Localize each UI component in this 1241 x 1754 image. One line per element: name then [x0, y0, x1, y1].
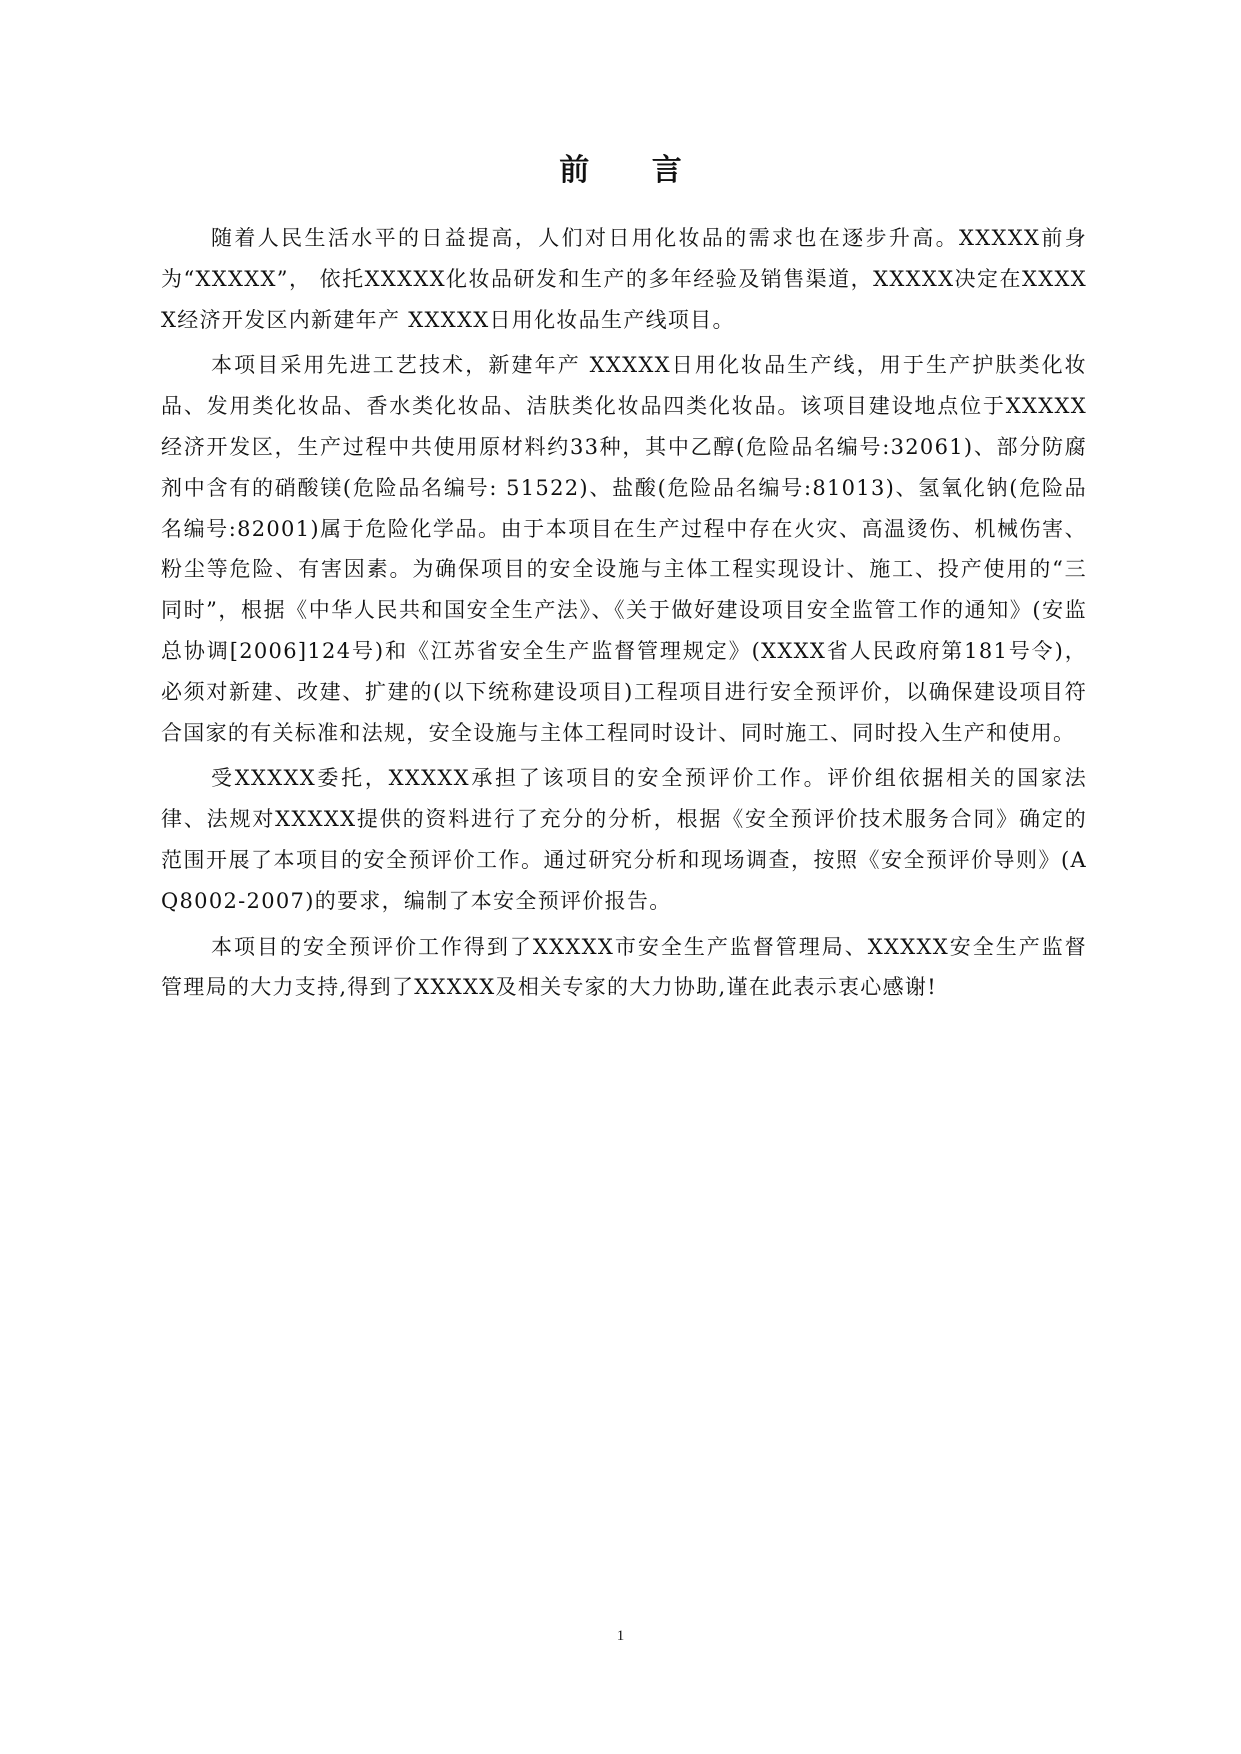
- paragraph-intro: 随着人民生活水平的日益提高，人们对日用化妆品的需求也在逐步升高。XXXXX前身为“XXXXX”， 依托XXXXX化妆品研发和生产的多年经验及销售渠道，XXXXX决定在XXXXX经济开发区内新建年产 XXXXX日用化妆品生产线项目。: [161, 226, 1087, 332]
- page-number: 1: [616, 1628, 625, 1644]
- paragraph-commission: 受XXXXX委托，XXXXX承担了该项目的安全预评价工作。评价组依据相关的国家法律、法规对XXXXX提供的资料进行了充分的分析，根据《安全预评价技术服务合同》确定的范围开展了本项目的安全预评价工作。通过研究分析和现场调查，按照《安全预评价导则》(AQ8002-2007)的要求，编制了本安全预评价报告。: [161, 766, 1087, 913]
- page-title: 前 言: [559, 153, 708, 188]
- paragraph-acknowledgement: 本项目的安全预评价工作得到了XXXXX市安全生产监督管理局、XXXXX安全生产监督管理局的大力支持,得到了XXXXX及相关专家的大力协助,谨在此表示衷心感谢!: [161, 934, 1087, 1000]
- paragraph-project-description: 本项目采用先进工艺技术，新建年产 XXXXX日用化妆品生产线，用于生产护肤类化妆品、发用类化妆品、香水类化妆品、洁肤类化妆品四类化妆品。该项目建设地点位于XXXXX经济开发区，生产过程中共使用原材料约33种，其中乙醇(危险品名编号:32061)、部分防腐剂中含有的硝酸镁(危险品名编号: 51522)、盐酸(危险品名编号:81013)、氢氧化钠(危险品名编号:82001)属于危险化学品。由于本项目在生产过程中存在火灾、高温烫伤、机械伤害、粉尘等危险、有害因素。为确保项目的安全设施与主体工程实现设计、施工、投产使用的“三同时”，根据《中华人民共和国安全生产法》、《关于做好建设项目安全监管工作的通知》(安监总协调[2006]124号)和《江苏省安全生产监督管理规定》(XXXX省人民政府第181号令)，必须对新建、改建、扩建的(以下统称建设项目)工程项目进行安全预评价，以确保建设项目符合国家的有关标准和法规，安全设施与主体工程同时设计、同时施工、同时投入生产和使用。: [161, 353, 1087, 745]
- body-text: [161, 218, 1087, 1013]
